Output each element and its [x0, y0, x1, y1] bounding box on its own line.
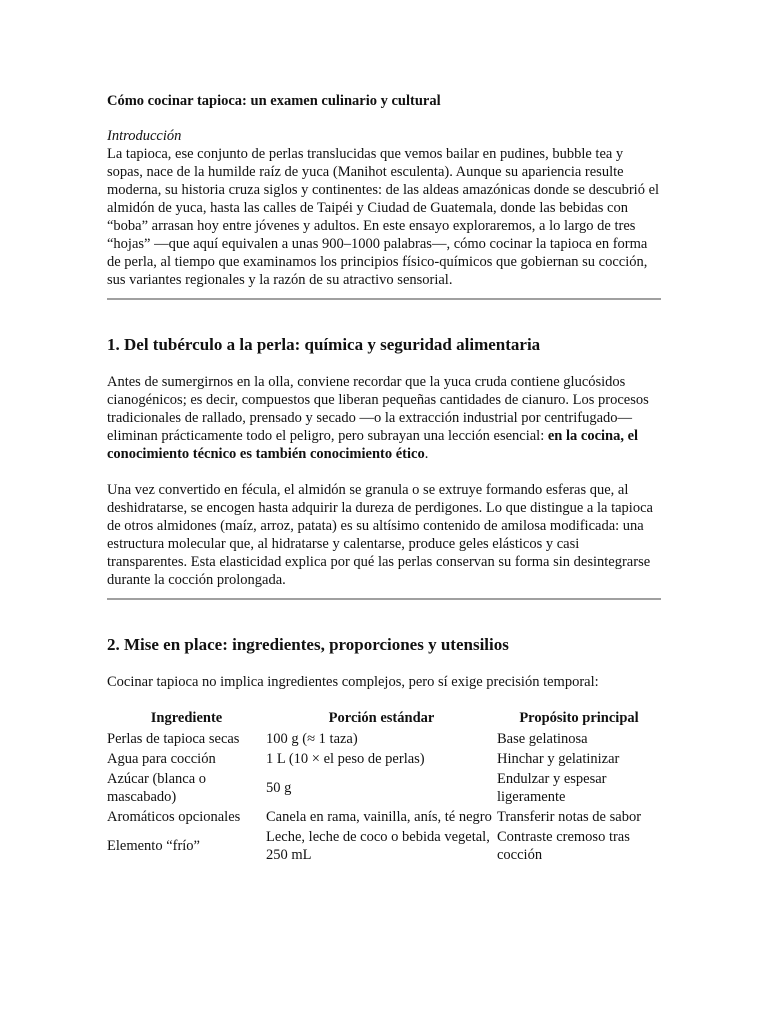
table-cell: Contraste cremoso tras cocción: [497, 829, 630, 863]
document-title: Cómo cocinar tapioca: un examen culinario y cultural: [107, 93, 441, 109]
table-cell: Perlas de tapioca secas: [107, 731, 240, 747]
section-1-paragraph-1-text: Antes de sumergirnos en la olla, conviene recordar que la yuca cruda contiene glucósidos cianogénicos; es decir, compuestos que liberan pequeñas cantidades de cianuro. Los procesos tradicionales de rallado, prensado y secado —o la extracción industrial por centrifugado— eliminan prácticamente todo el peligro, pero subrayan una lección esencial:: [107, 374, 649, 444]
section-1-emphasis: en la cocina, el conocimiento técnico es también conocimiento ético: [107, 428, 639, 462]
table-cell: Base gelatinosa: [497, 731, 588, 747]
table-cell: 100 g (≈ 1 taza): [266, 731, 358, 747]
intro-heading: Introducción: [107, 128, 182, 144]
table-row: [107, 807, 661, 827]
document-page: [107, 92, 661, 865]
table-cell: Aromáticos opcionales: [107, 809, 241, 825]
table-cell: Leche, leche de coco o bebida vegetal, 250 mL: [266, 829, 490, 863]
table-cell: Endulzar y espesar ligeramente: [497, 771, 607, 805]
section-1-heading: 1. Del tubérculo a la perla: química y seguridad alimentaria: [107, 335, 541, 354]
table-cell: 50 g: [266, 780, 292, 796]
section-divider: [107, 298, 661, 300]
column-header-ingredient: Ingrediente: [150, 710, 223, 726]
table-cell: Agua para cocción: [107, 751, 216, 767]
intro-paragraph: La tapioca, ese conjunto de perlas translucidas que vemos bailar en pudines, bubble tea y sopas, nace de la humilde raíz de yuca (Manihot esculenta). Aunque su apariencia resulte moderna, su historia cruza siglos y continentes: de las aldeas amazónicas donde se descubrió el almidón de yuca, hasta las calles de Taipéi y Ciudad de Guatemala, donde las bebidas con “boba” arrasan hoy entre jóvenes y adultos. En este ensayo exploraremos, a lo largo de tres “hojas” —que aquí equivalen a unas 900–1000 palabras—, cómo cocinar la tapioca en forma de perla, al tiempo que examinamos los principios físico-químicos que gobiernan su cocción, sus variantes regionales y la razón de su atractivo sensorial.: [107, 146, 660, 288]
section-1-paragraph-2: Una vez convertido en fécula, el almidón se granula o se extruye formando esferas que, al deshidratarse, se encogen hasta adquirir la dureza de perdigones. Lo que distingue a la tapioca de otros almidones (maíz, arroz, patata) es su altísimo contenido de amilosa modificada: una estructura molecular que, al hidratarse y calentarse, produce geles elásticos y casi transparentes. Esta elasticidad explica por qué las perlas conservan su forma sin desintegrarse durante la cocción prolongada.: [107, 482, 653, 588]
table-row: [107, 729, 661, 749]
table-cell: Transferir notas de sabor: [497, 809, 642, 825]
table-header-row: [107, 709, 661, 729]
table-row: [107, 827, 661, 865]
section-2-heading: 2. Mise en place: ingredientes, proporciones y utensilios: [107, 635, 509, 654]
section-2-intro: Cocinar tapioca no implica ingredientes complejos, pero sí exige precisión temporal:: [107, 674, 599, 690]
table-cell: Canela en rama, vainilla, anís, té negro: [266, 809, 492, 825]
column-header-portion: Porción estándar: [328, 710, 435, 726]
table-row: [107, 769, 661, 807]
table-cell: Azúcar (blanca o mascabado): [107, 771, 207, 805]
table-cell: Hinchar y gelatinizar: [497, 751, 620, 767]
column-header-purpose: Propósito principal: [519, 710, 639, 726]
table-cell: Elemento “frío”: [107, 838, 200, 854]
ingredients-table: [107, 709, 661, 865]
section-1-paragraph-1: [107, 373, 661, 463]
table-row: [107, 749, 661, 769]
section-divider: [107, 598, 661, 600]
section-1-paragraph-1-end: .: [424, 446, 429, 462]
table-cell: 1 L (10 × el peso de perlas): [266, 751, 425, 767]
